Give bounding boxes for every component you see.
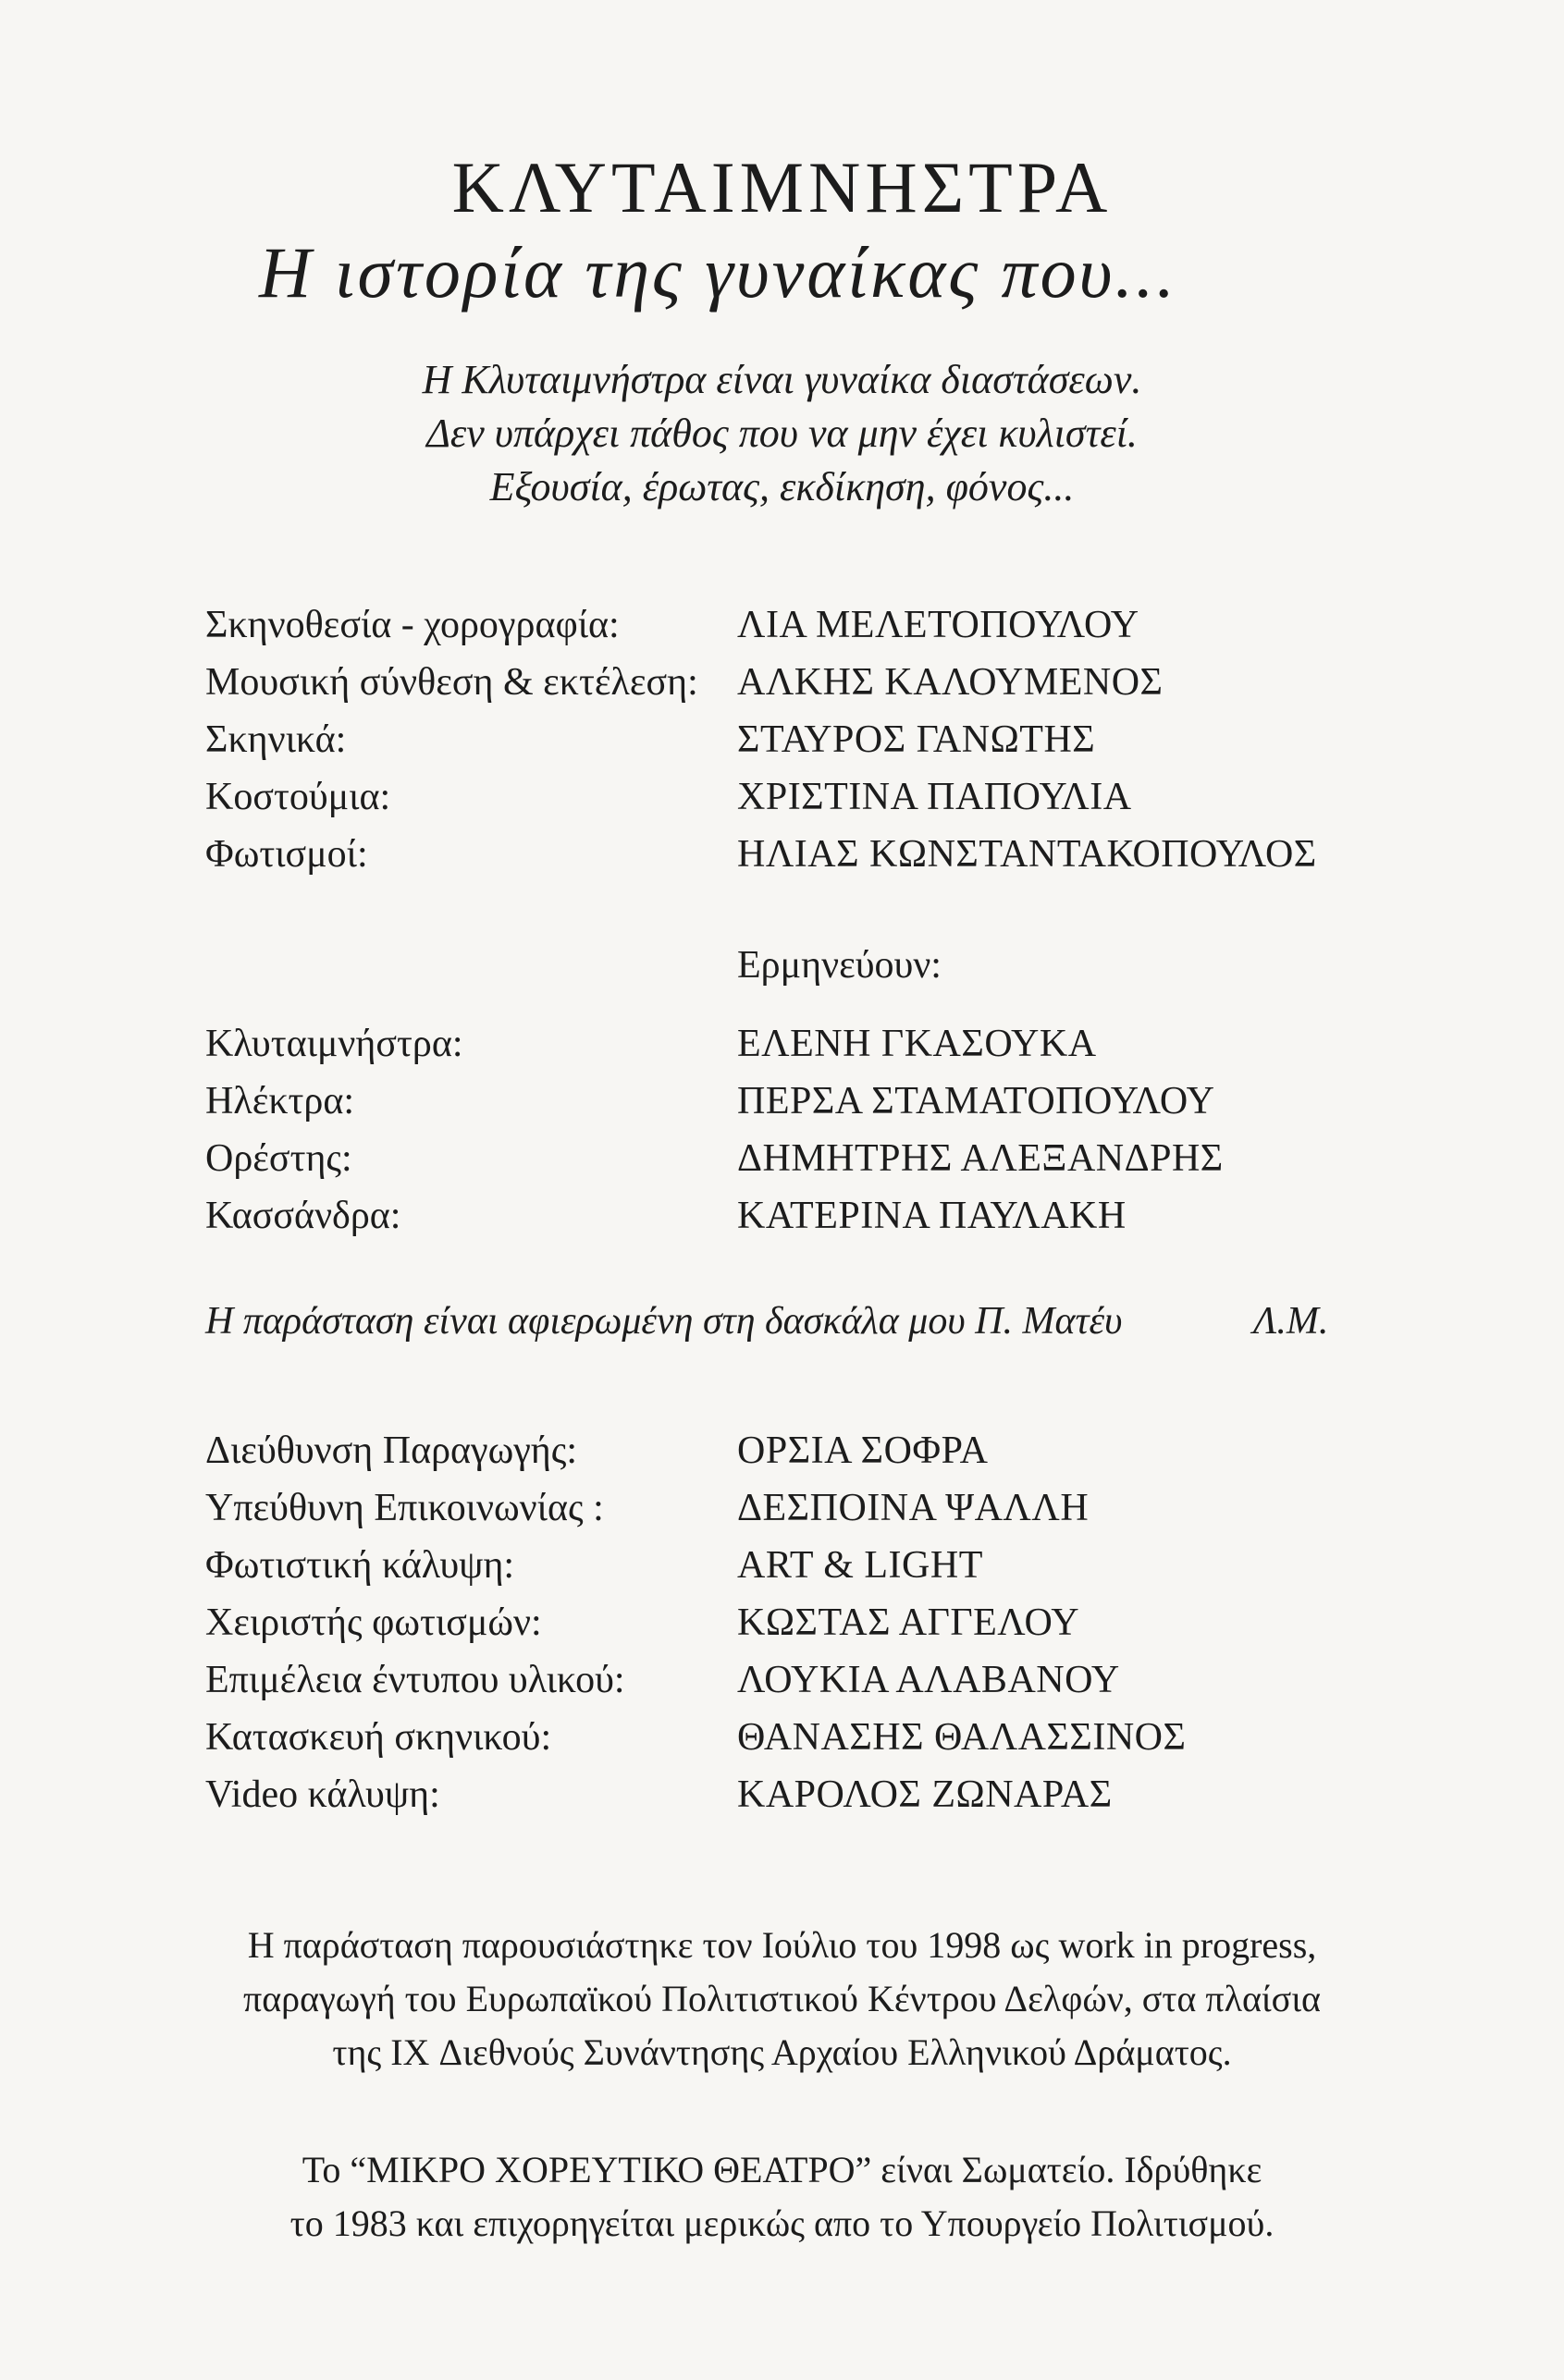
- production-name: ART & LIGHT: [737, 1544, 983, 1587]
- production-name: ΛΟΥΚΙΑ ΑΛΑΒΑΝΟΥ: [737, 1659, 1120, 1701]
- creative-credits: [0, 603, 1564, 889]
- play-subtitle: Η ιστορία της γυναίκας που...: [259, 232, 1177, 313]
- dedication-initials: Λ.Μ.: [1253, 1300, 1329, 1343]
- production-row: [0, 1429, 1564, 1486]
- actor-name: ΠΕΡΣΑ ΣΤΑΜΑΤΟΠΟΥΛΟΥ: [737, 1080, 1215, 1123]
- production-row: [0, 1601, 1564, 1658]
- credit-role: Σκηνικά:: [205, 718, 347, 761]
- credit-row: [0, 660, 1564, 718]
- play-title: ΚΛΥΤΑΙΜΝΗΣΤΡΑ: [451, 147, 1113, 227]
- intro-line: Εξουσία, έρωτας, εκδίκηση, φόνος...: [489, 464, 1075, 509]
- credit-row: [0, 832, 1564, 889]
- production-role: Video κάλυψη:: [205, 1773, 440, 1816]
- credit-row: [0, 718, 1564, 775]
- credit-name: ΧΡΙΣΤΙΝΑ ΠΑΠΟΥΛΙΑ: [737, 776, 1132, 818]
- production-name: ΔΕΣΠΟΙΝΑ ΨΑΛΛΗ: [737, 1487, 1090, 1529]
- character-name: Κλυταιμνήστρα:: [205, 1023, 463, 1065]
- actor-name: ΕΛΕΝΗ ΓΚΑΣΟΥΚΑ: [737, 1023, 1097, 1065]
- credit-role: Φωτισμοί:: [205, 833, 368, 876]
- production-name: ΘΑΝΑΣΗΣ ΘΑΛΑΣΣΙΝΟΣ: [737, 1716, 1187, 1759]
- credit-name: ΑΛΚΗΣ ΚΑΛΟΥΜΕΝΟΣ: [737, 661, 1164, 704]
- character-name: Ηλέκτρα:: [205, 1080, 355, 1123]
- production-role: Χειριστής φωτισμών:: [205, 1601, 542, 1644]
- production-row: [0, 1486, 1564, 1543]
- cast-credits: [0, 1022, 1564, 1251]
- credit-role: Σκηνοθεσία - χορογραφία:: [205, 604, 620, 646]
- production-role: Φωτιστική κάλυψη:: [205, 1544, 515, 1587]
- character-name: Ορέστης:: [205, 1137, 352, 1180]
- premiere-line: Η παράσταση παρουσιάστηκε τον Ιούλιο του 1998 ως work in progress,: [247, 1924, 1317, 1966]
- cast-row: [0, 1022, 1564, 1079]
- actor-name: ΔΗΜΗΤΡΗΣ ΑΛΕΞΑΝΔΡΗΣ: [737, 1137, 1224, 1180]
- production-role: Διεύθυνση Παραγωγής:: [205, 1429, 578, 1472]
- cast-row: [0, 1194, 1564, 1251]
- credit-role: Μουσική σύνθεση & εκτέλεση:: [205, 661, 698, 704]
- production-role: Κατασκευή σκηνικού:: [205, 1716, 552, 1759]
- credit-role: Κοστούμια:: [205, 776, 391, 818]
- credit-name: ΗΛΙΑΣ ΚΩΝΣΤΑΝΤΑΚΟΠΟΥΛΟΣ: [737, 833, 1317, 876]
- production-credits: [0, 1429, 1564, 1830]
- intro-text: [0, 353, 1564, 514]
- character-name: Κασσάνδρα:: [205, 1195, 401, 1237]
- intro-line: Δεν υπάρχει πάθος που να μην έχει κυλιστεί.: [426, 411, 1138, 456]
- premiere-note: [0, 1919, 1564, 2079]
- production-row: [0, 1543, 1564, 1601]
- production-role: Επιμέλεια έντυπου υλικού:: [205, 1659, 625, 1701]
- credit-name: ΛΙΑ ΜΕΛΕΤΟΠΟΥΛΟΥ: [737, 604, 1139, 646]
- production-row: [0, 1658, 1564, 1715]
- credit-name: ΣΤΑΥΡΟΣ ΓΑΝΩΤΗΣ: [737, 718, 1096, 761]
- actor-name: ΚΑΤΕΡΙΝΑ ΠΑΥΛΑΚΗ: [737, 1195, 1127, 1237]
- cast-row: [0, 1136, 1564, 1194]
- company-note: [0, 2143, 1564, 2251]
- company-line: το 1983 και επιχορηγείται μερικώς απο το Υπουργείο Πολιτισμού.: [289, 2202, 1275, 2244]
- production-name: ΚΩΣΤΑΣ ΑΓΓΕΛΟΥ: [737, 1601, 1080, 1644]
- production-name: ΟΡΣΙΑ ΣΟΦΡΑ: [737, 1429, 989, 1472]
- intro-line: Η Κλυταιμνήστρα είναι γυναίκα διαστάσεων.: [422, 357, 1142, 402]
- production-name: ΚΑΡΟΛΟΣ ΖΩΝΑΡΑΣ: [737, 1773, 1113, 1816]
- credit-row: [0, 775, 1564, 832]
- cast-row: [0, 1079, 1564, 1136]
- production-row: [0, 1773, 1564, 1830]
- credit-row: [0, 603, 1564, 660]
- production-role: Υπεύθυνη Επικοινωνίας :: [205, 1487, 604, 1529]
- production-row: [0, 1715, 1564, 1773]
- dedication-text: Η παράσταση είναι αφιερωμένη στη δασκάλα μου Π. Ματέυ: [205, 1300, 1123, 1343]
- cast-heading: Ερμηνεύουν:: [737, 944, 942, 987]
- company-line: Το “ΜΙΚΡΟ ΧΟΡΕΥΤΙΚΟ ΘΕΑΤΡΟ” είναι Σωματείο. Ιδρύθηκε: [302, 2149, 1262, 2190]
- premiere-line: της IX Διεθνούς Συνάντησης Αρχαίου Ελληνικού Δράματος.: [332, 2031, 1232, 2073]
- premiere-line: παραγωγή του Ευρωπαϊκού Πολιτιστικού Κέντρου Δελφών, στα πλαίσια: [243, 1978, 1321, 2019]
